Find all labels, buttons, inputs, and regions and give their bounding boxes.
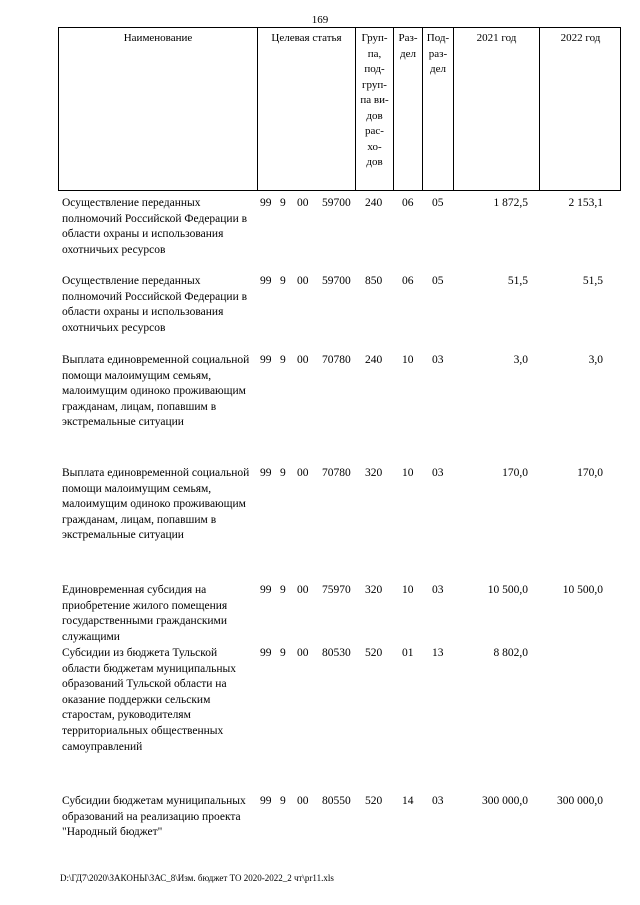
header-name: Наименование bbox=[59, 28, 258, 190]
row-name: Выплата единовременной социальной помощи малоимущим семьям, малоимущим одиноко проживающим гражданам, лицам, попавшим в экстремальные ситуации bbox=[62, 467, 250, 542]
row-code-4: 70780 bbox=[322, 354, 351, 366]
row-code-4: 59700 bbox=[322, 275, 351, 287]
row-code-3: 00 bbox=[297, 467, 309, 479]
row-2022: 3,0 bbox=[588, 354, 603, 366]
row-2021: 1 872,5 bbox=[493, 197, 528, 209]
row-2021: 300 000,0 bbox=[482, 795, 528, 807]
row-section: 10 bbox=[402, 467, 414, 479]
row-2021: 170,0 bbox=[502, 467, 528, 479]
header-target: Целевая статья bbox=[258, 28, 356, 190]
row-code-3: 00 bbox=[297, 354, 309, 366]
row-2022: 170,0 bbox=[577, 467, 603, 479]
row-subsection: 03 bbox=[432, 467, 444, 479]
row-2021: 8 802,0 bbox=[493, 647, 528, 659]
row-code-2: 9 bbox=[280, 467, 286, 479]
row-section: 14 bbox=[402, 795, 414, 807]
row-code-1: 99 bbox=[260, 795, 272, 807]
row-2021: 51,5 bbox=[507, 275, 528, 287]
row-section: 01 bbox=[402, 647, 414, 659]
row-2022: 300 000,0 bbox=[557, 795, 603, 807]
row-name: Выплата единовременной социальной помощи малоимущим семьям, малоимущим одиноко проживающим гражданам, лицам, попавшим в экстремальные ситуации bbox=[62, 354, 250, 429]
row-group: 320 bbox=[365, 584, 383, 596]
row-code-3: 00 bbox=[297, 795, 309, 807]
row-subsection: 05 bbox=[432, 275, 444, 287]
row-code-2: 9 bbox=[280, 795, 286, 807]
row-name: Единовременная субсидия на приобретение жилого помещения государственными гражданскими служащими bbox=[62, 584, 228, 643]
row-code-3: 00 bbox=[297, 584, 309, 596]
row-code-1: 99 bbox=[260, 467, 272, 479]
row-code-1: 99 bbox=[260, 354, 272, 366]
row-code-1: 99 bbox=[260, 275, 272, 287]
row-code-1: 99 bbox=[260, 584, 272, 596]
table-header bbox=[58, 27, 621, 191]
row-subsection: 03 bbox=[432, 354, 444, 366]
row-code-1: 99 bbox=[260, 647, 272, 659]
row-name: Субсидии бюджетам муниципальных образований на реализацию проекта "Народный бюджет" bbox=[62, 795, 246, 839]
row-name: Субсидии из бюджета Тульской области бюджетам муниципальных образований Тульской области на оказание поддержки сельским старостам, руководителям территориальных общественных самоуправлений bbox=[62, 647, 236, 753]
row-subsection: 05 bbox=[432, 197, 444, 209]
row-code-3: 00 bbox=[297, 197, 309, 209]
row-2021: 10 500,0 bbox=[487, 584, 528, 596]
row-code-4: 80530 bbox=[322, 647, 351, 659]
row-code-2: 9 bbox=[280, 584, 286, 596]
row-subsection: 03 bbox=[432, 795, 444, 807]
row-group: 520 bbox=[365, 647, 383, 659]
row-section: 06 bbox=[402, 197, 414, 209]
row-group: 320 bbox=[365, 467, 383, 479]
row-code-2: 9 bbox=[280, 647, 286, 659]
row-code-1: 99 bbox=[260, 197, 272, 209]
row-2022: 10 500,0 bbox=[562, 584, 603, 596]
row-code-4: 80550 bbox=[322, 795, 351, 807]
row-group: 240 bbox=[365, 354, 383, 366]
row-section: 06 bbox=[402, 275, 414, 287]
header-section: Раз- дел bbox=[394, 28, 423, 190]
row-code-2: 9 bbox=[280, 197, 286, 209]
row-name: Осуществление переданных полномочий Российской Федерации в области охраны и использования охотничьих ресурсов bbox=[62, 197, 248, 256]
row-section: 10 bbox=[402, 354, 414, 366]
row-2022: 2 153,1 bbox=[568, 197, 603, 209]
row-code-4: 75970 bbox=[322, 584, 351, 596]
row-group: 850 bbox=[365, 275, 383, 287]
header-2021: 2021 год bbox=[454, 28, 540, 190]
row-group: 520 bbox=[365, 795, 383, 807]
row-subsection: 03 bbox=[432, 584, 444, 596]
row-section: 10 bbox=[402, 584, 414, 596]
row-code-2: 9 bbox=[280, 354, 286, 366]
header-group: Груп- па, под- груп- па ви- дов рас- хо- дов bbox=[356, 28, 394, 190]
row-name: Осуществление переданных полномочий Российской Федерации в области охраны и использования охотничьих ресурсов bbox=[62, 275, 248, 334]
row-subsection: 13 bbox=[432, 647, 444, 659]
page-number: 169 bbox=[311, 14, 329, 26]
row-code-2: 9 bbox=[280, 275, 286, 287]
row-code-3: 00 bbox=[297, 275, 309, 287]
file-path-footer: D:\ГД7\2020\ЗАКОНЫ\ЗАС_8\Изм. бюджет ТО 2020-2022_2 чт\pr11.xls bbox=[60, 873, 334, 883]
row-2021: 3,0 bbox=[513, 354, 528, 366]
row-code-4: 59700 bbox=[322, 197, 351, 209]
header-subsection: Под- раз- дел bbox=[423, 28, 454, 190]
row-code-4: 70780 bbox=[322, 467, 351, 479]
row-code-3: 00 bbox=[297, 647, 309, 659]
row-group: 240 bbox=[365, 197, 383, 209]
header-2022: 2022 год bbox=[560, 32, 601, 44]
row-2022: 51,5 bbox=[582, 275, 603, 287]
